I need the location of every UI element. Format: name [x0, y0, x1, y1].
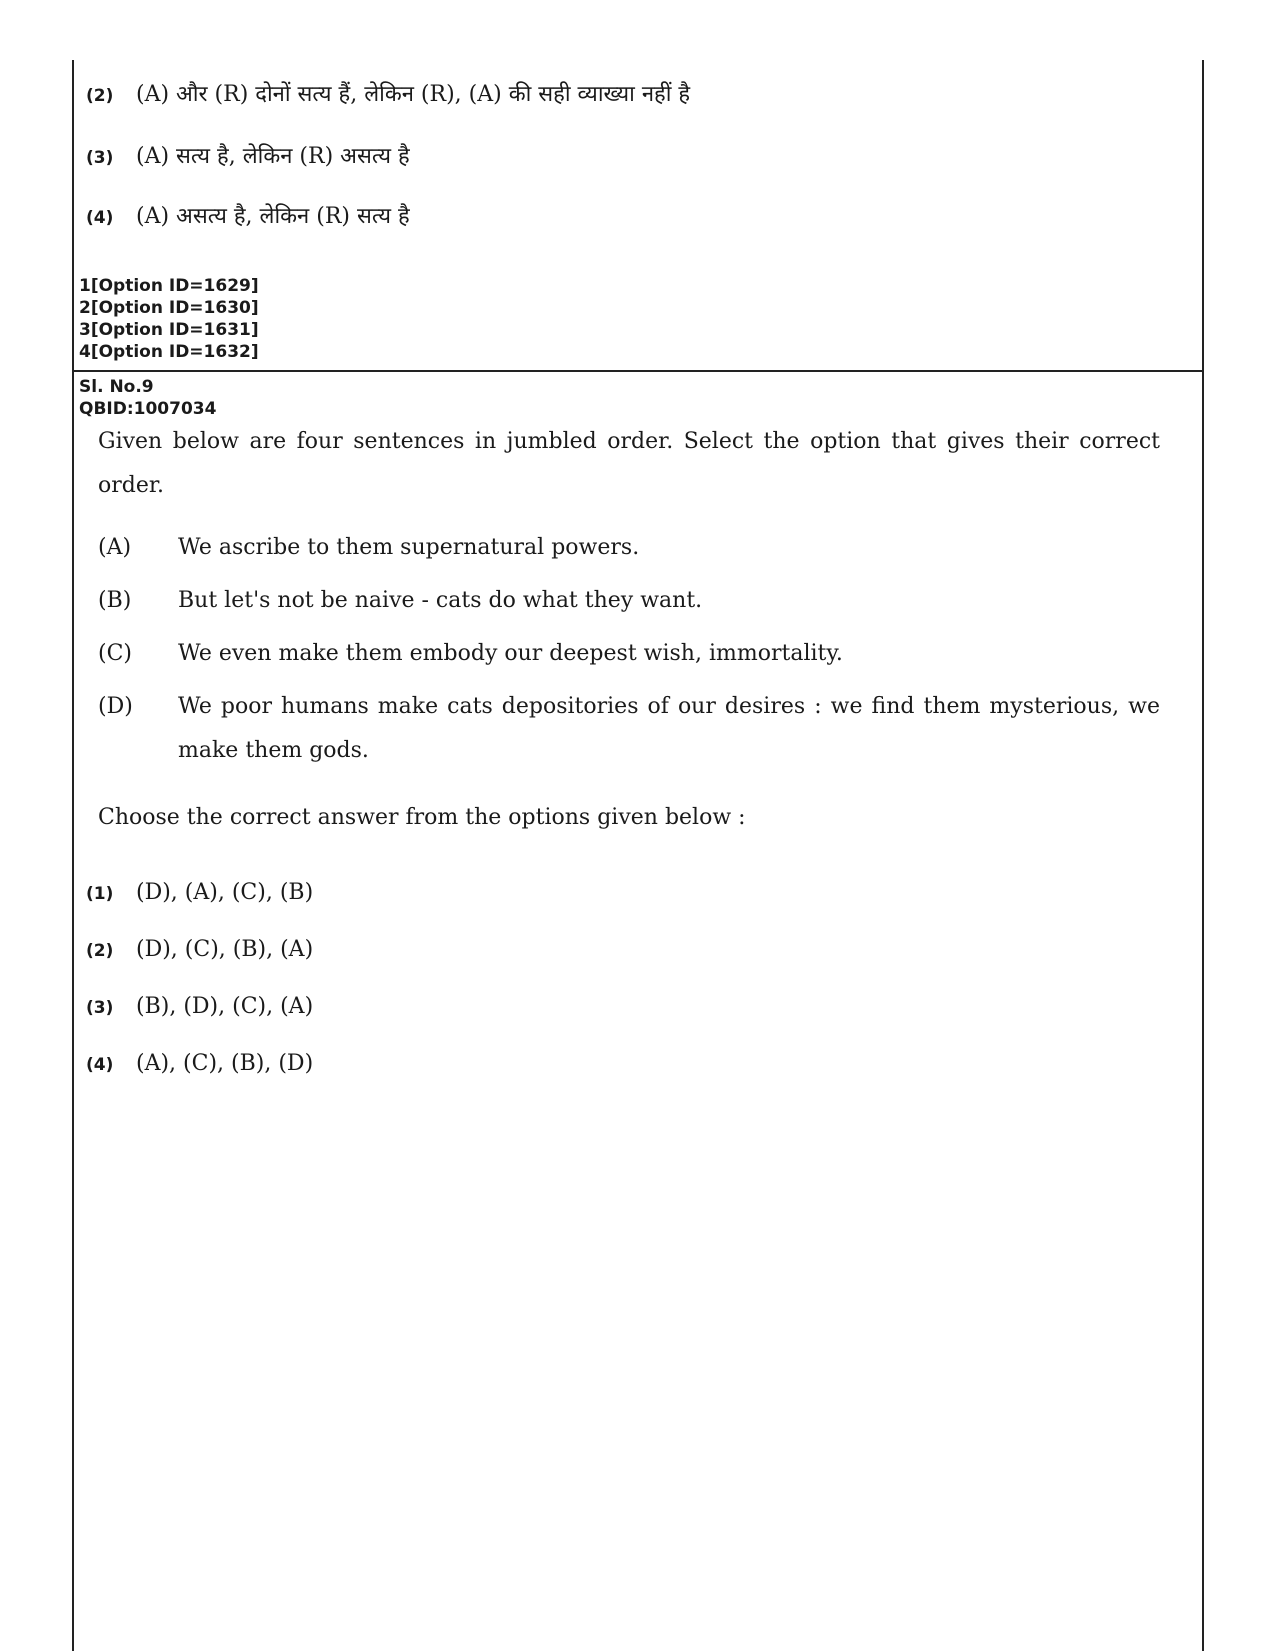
answer-instruction: Choose the correct answer from the options given below :	[98, 805, 746, 830]
question-prompt: Given below are four sentences in jumbled order. Select the option that gives their correct order.	[98, 429, 1160, 498]
statement-b	[98, 579, 1160, 623]
statement-label: (D)	[98, 694, 133, 719]
statement-label: (A)	[98, 535, 132, 560]
answer-option-3[interactable]	[86, 994, 313, 1019]
answer-option-2[interactable]	[86, 937, 313, 962]
statement-label: (C)	[98, 641, 132, 666]
statement-c	[98, 632, 1160, 676]
answer-option-4[interactable]	[86, 1051, 313, 1076]
option-id: 1[Option ID=1629]	[79, 276, 259, 296]
statement-label: (B)	[98, 588, 132, 613]
option-number: (1)	[86, 884, 114, 904]
option-text: (A) और (R) दोनों सत्य हैं, लेकिन (R), (A) की सही व्याख्या नहीं है	[136, 82, 691, 107]
option-text: (A), (C), (B), (D)	[136, 1051, 314, 1076]
answer-option-1[interactable]	[86, 880, 313, 905]
statement-a	[98, 526, 1160, 570]
option-text: (B), (D), (C), (A)	[136, 994, 314, 1019]
prev-option-4	[86, 200, 410, 230]
option-number: (3)	[86, 998, 114, 1018]
option-text: (A) असत्य है, लेकिन (R) सत्य है	[136, 204, 410, 229]
statement-d	[98, 685, 1160, 773]
option-text: (A) सत्य है, लेकिन (R) असत्य है	[136, 144, 410, 169]
statement-text: We even make them embody our deepest wish, immortality.	[178, 641, 843, 666]
serial-number: Sl. No.9	[79, 377, 154, 397]
option-text: (D), (C), (B), (A)	[136, 937, 314, 962]
option-number: (4)	[86, 1055, 114, 1075]
qbid: QBID:1007034	[79, 399, 217, 419]
statement-text: We poor humans make cats depositories of our desires : we find them mysterious, we make them gods.	[178, 694, 1160, 763]
prev-option-3	[86, 140, 410, 170]
option-id: 2[Option ID=1630]	[79, 298, 259, 318]
question-header	[79, 376, 216, 420]
option-id-list	[79, 275, 259, 363]
option-number: (3)	[86, 148, 114, 168]
option-id: 4[Option ID=1632]	[79, 342, 259, 362]
statement-text: We ascribe to them supernatural powers.	[178, 535, 640, 560]
prev-option-2	[86, 78, 690, 108]
option-number: (2)	[86, 86, 114, 106]
option-number: (4)	[86, 208, 114, 228]
option-id: 3[Option ID=1631]	[79, 320, 259, 340]
option-text: (D), (A), (C), (B)	[136, 880, 314, 905]
option-number: (2)	[86, 941, 114, 961]
question-divider	[72, 370, 1204, 372]
statement-text: But let's not be naive - cats do what they want.	[178, 588, 703, 613]
